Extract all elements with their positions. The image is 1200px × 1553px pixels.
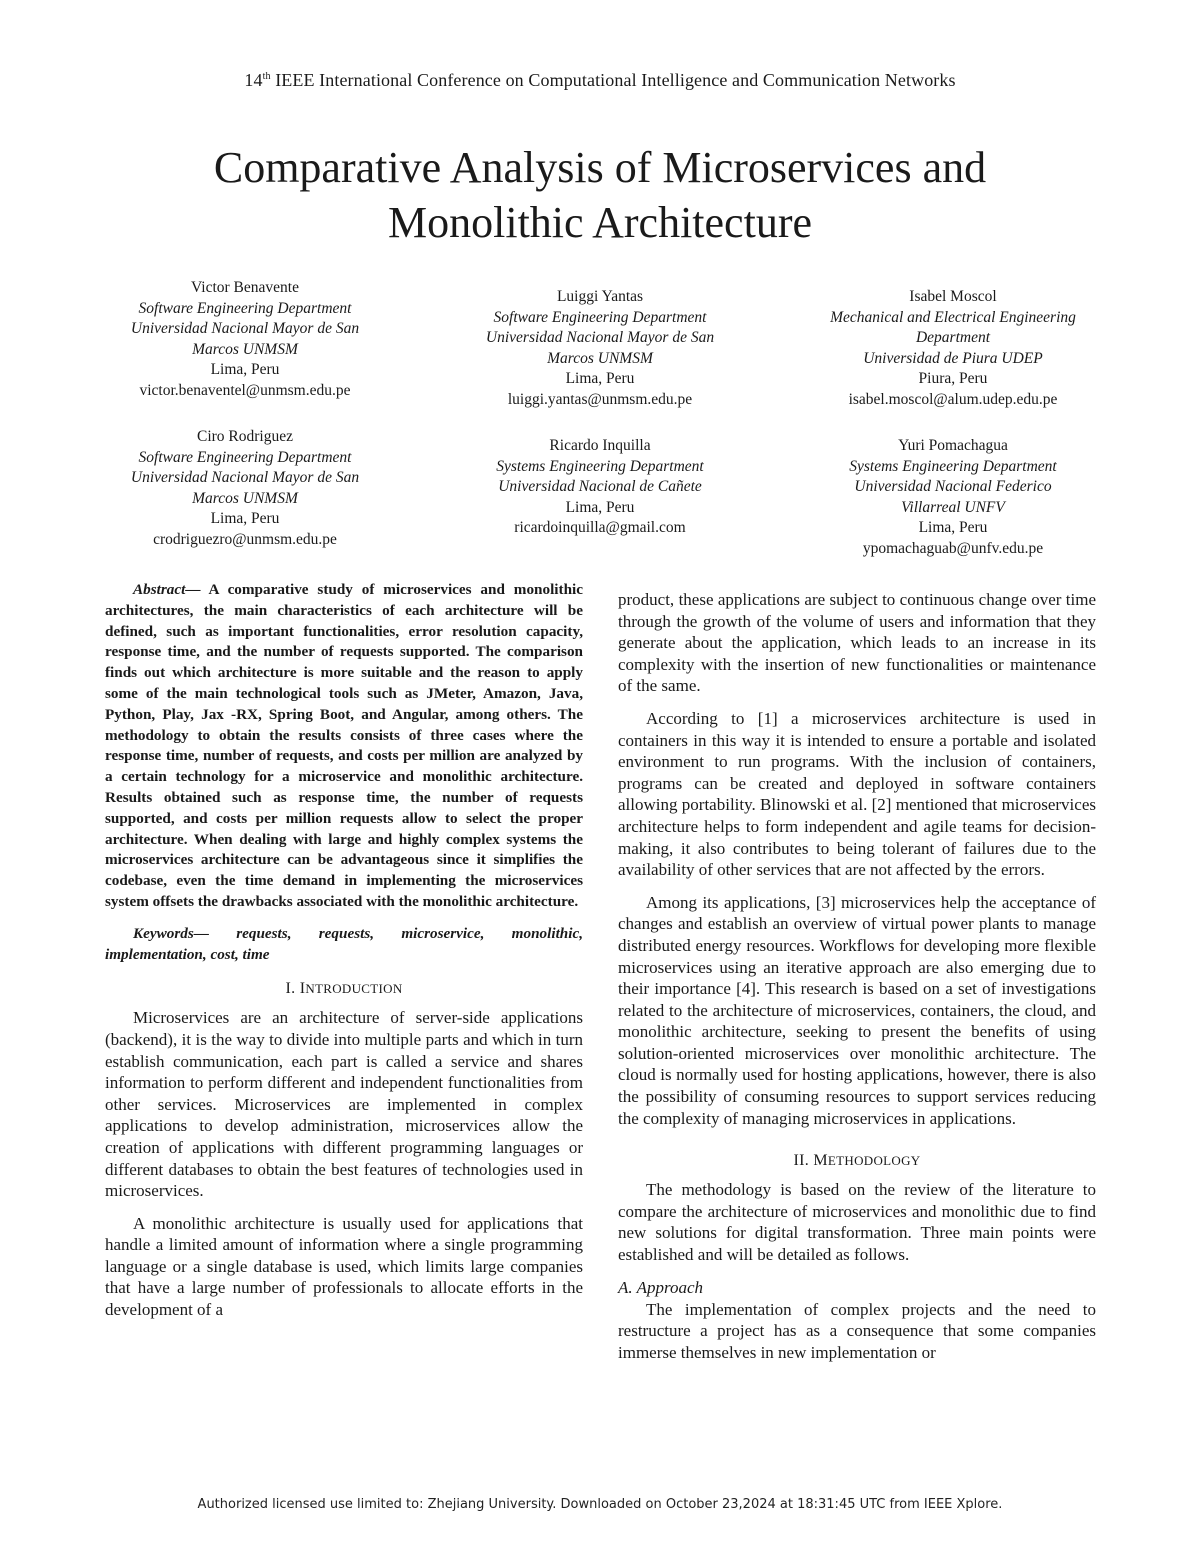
body-paragraph: According to [1] a microservices architecture is used in containers in this way it is intended to ensure a portable and isolated environment to run programs. With the inclusion of containers, programs can be created and deployed in software containers allowing portability. Blinowski et al. [2] mentioned that microservices architecture helps to form independent and agile teams for decision-making, it also contributes to being tolerant of failures due to the availability of other services that are not affected by the errors. bbox=[618, 708, 1096, 880]
paper-title bbox=[100, 140, 1100, 250]
author-affiliation: Universidad Nacional de Cañete bbox=[498, 478, 702, 495]
section-heading-introduction bbox=[105, 979, 583, 999]
conference-header bbox=[0, 70, 1200, 91]
keywords bbox=[105, 924, 583, 966]
license-footer: Authorized licensed use limited to: Zhejiang University. Downloaded on October 23,2024 at 18:31:45 UTC from IEEE Xplore. bbox=[197, 1497, 1003, 1512]
author-block-3 bbox=[803, 287, 1103, 410]
conference-ordinal-suffix: th bbox=[262, 71, 271, 82]
author-affiliation: Department bbox=[915, 329, 991, 346]
author-affiliation: Universidad Nacional Federico bbox=[854, 478, 1052, 495]
body-paragraph-continued: product, these applications are subject to continuous change over time through the growth of the volume of users and information that they generate about the application, which leads to an increase in its complexity with the insertion of new functionalities or maintenance of the same. bbox=[618, 590, 1096, 696]
abstract bbox=[105, 580, 583, 913]
approach-paragraph: The implementation of complex projects and the need to restructure a project has as a consequence that some companies immerse themselves in new implementation or bbox=[618, 1299, 1096, 1362]
author-name: Victor Benavente bbox=[191, 279, 299, 296]
author-block-6 bbox=[803, 436, 1103, 559]
intro-paragraph-1: Microservices are an architecture of server-side applications (backend), it is the way to divide into multiple parts and which in turn establish communication, each part is called a service and shares information to perform different and independent functionalities from other services. Microservices are implemented in complex applications to develop administration, microservices allow the creation of applications with different programming languages or different databases to obtain the best features of technologies used in microservices. bbox=[105, 1008, 583, 1201]
author-affiliation: Universidad Nacional Mayor de San bbox=[485, 329, 715, 346]
left-column bbox=[105, 580, 583, 1321]
author-city: Lima, Peru bbox=[565, 498, 635, 516]
author-affiliation: Universidad Nacional Mayor de San bbox=[130, 469, 360, 486]
methodology-paragraph: The methodology is based on the review of the literature to compare the architecture of microservices and monolithic due to find new solutions for digital transformation. Three main points were established and will be detailed as follows. bbox=[618, 1180, 1096, 1265]
section-numeral: I. bbox=[285, 980, 300, 998]
author-affiliation: Villarreal UNFV bbox=[901, 498, 1005, 516]
section-numeral: II. bbox=[793, 1152, 814, 1170]
author-block-2 bbox=[450, 287, 750, 410]
author-email: isabel.moscol@alum.udep.edu.pe bbox=[848, 390, 1058, 408]
abstract-text: A comparative study of microservices and monolithic architectures, the main characteristics of each architecture will be defined, such as important functionalities, error resolution capacity, response time, and the number of requests supported. The comparison finds out which architecture is more suitable and the reason to apply some of the main technological tools such as JMeter, Amazon, Java, Python, Play, Jax -RX, Spring Boot, and Angular, among others. The methodology to obtain the results consists of three cases where the response time, number of requests, and costs per million are analyzed by a certain technology for a microservice and monolithic architecture. Results obtained such as response time, the number of requests supported, and costs per million requests allow to select the proper architecture. When dealing with large and highly complex systems the microservices architecture can be advantageous since it simplifies the codebase, even the time demand in implementing the microservices system offsets the drawbacks associated with the monolithic architecture. bbox=[105, 581, 583, 910]
author-name: Luiggi Yantas bbox=[556, 288, 644, 305]
author-affiliation: Systems Engineering Department bbox=[496, 457, 704, 475]
conference-ordinal: 14 bbox=[244, 70, 263, 90]
conference-name: IEEE International Conference on Computational Intelligence and Communication Networks bbox=[270, 70, 956, 90]
author-affiliation: Mechanical and Electrical Engineering bbox=[830, 308, 1076, 326]
author-email: victor.benaventel@unmsm.edu.pe bbox=[139, 381, 351, 399]
author-block-5 bbox=[450, 436, 750, 539]
author-city: Lima, Peru bbox=[210, 361, 280, 378]
author-name: Isabel Moscol bbox=[909, 288, 997, 305]
author-city: Piura, Peru bbox=[918, 370, 988, 387]
author-affiliation: Software Engineering Department bbox=[493, 308, 707, 326]
author-affiliation: Systems Engineering Department bbox=[849, 457, 1057, 475]
author-name: Yuri Pomachagua bbox=[898, 437, 1008, 454]
author-block-1 bbox=[95, 278, 395, 401]
section-initial: I bbox=[299, 980, 306, 998]
author-city: Lima, Peru bbox=[918, 519, 988, 536]
intro-paragraph-2: A monolithic architecture is usually used for applications that handle a limited amount of information where a single programming language or a single database is used, which limits large companies that have a large number of professionals to allocate efforts in the development of a bbox=[105, 1213, 583, 1320]
author-email: crodriguezro@unmsm.edu.pe bbox=[153, 530, 337, 548]
section-initial: M bbox=[813, 1152, 828, 1170]
author-email: ricardoinquilla@gmail.com bbox=[514, 519, 686, 536]
abstract-label: Abstract— bbox=[133, 581, 201, 598]
paper-title-line-1: Comparative Analysis of Microservices and bbox=[213, 143, 987, 192]
right-column bbox=[618, 589, 1096, 1363]
author-affiliation: Marcos UNMSM bbox=[192, 340, 298, 358]
keywords-text: requests, requests, microservice, monolithic, implementation, cost, time bbox=[105, 924, 583, 963]
body-paragraph: Among its applications, [3] microservices help the acceptance of changes and establish an overview of virtual power plants to manage distributed energy resources. Workflows for developing more flexible microservices using an iterative approach are also emerging due to their importance [4]. This research is based on a set of investigations related to the architecture of microservices, containers, the cloud, and monolithic architecture, seeking to present the benefits of using solution-oriented microservices over monolithic architecture. The cloud is normally used for hosting applications, however, there is also the possibility of consuming resources to support services reducing the complexity of managing microservices in applications. bbox=[618, 892, 1096, 1128]
author-affiliation: Marcos UNMSM bbox=[547, 349, 653, 367]
author-email: ypomachaguab@unfv.edu.pe bbox=[862, 539, 1044, 557]
author-city: Lima, Peru bbox=[210, 510, 280, 527]
author-name: Ciro Rodriguez bbox=[197, 428, 293, 445]
author-affiliation: Software Engineering Department bbox=[138, 448, 352, 466]
author-city: Lima, Peru bbox=[565, 370, 635, 387]
paper-title-line-2: Monolithic Architecture bbox=[388, 198, 812, 247]
section-title-rest: NTRODUCTION bbox=[305, 981, 403, 997]
subsection-heading-approach: A. Approach bbox=[618, 1277, 703, 1297]
section-heading-methodology bbox=[618, 1151, 1096, 1171]
author-block-4 bbox=[95, 427, 395, 550]
author-affiliation: Software Engineering Department bbox=[138, 299, 352, 317]
section-title-rest: ETHODOLOGY bbox=[827, 1153, 921, 1169]
author-affiliation: Universidad Nacional Mayor de San bbox=[130, 320, 360, 337]
author-email: luiggi.yantas@unmsm.edu.pe bbox=[507, 390, 693, 408]
author-affiliation: Universidad de Piura UDEP bbox=[863, 349, 1043, 367]
keywords-label: Keywords— bbox=[133, 924, 209, 942]
author-affiliation: Marcos UNMSM bbox=[192, 489, 298, 507]
author-name: Ricardo Inquilla bbox=[549, 437, 651, 454]
